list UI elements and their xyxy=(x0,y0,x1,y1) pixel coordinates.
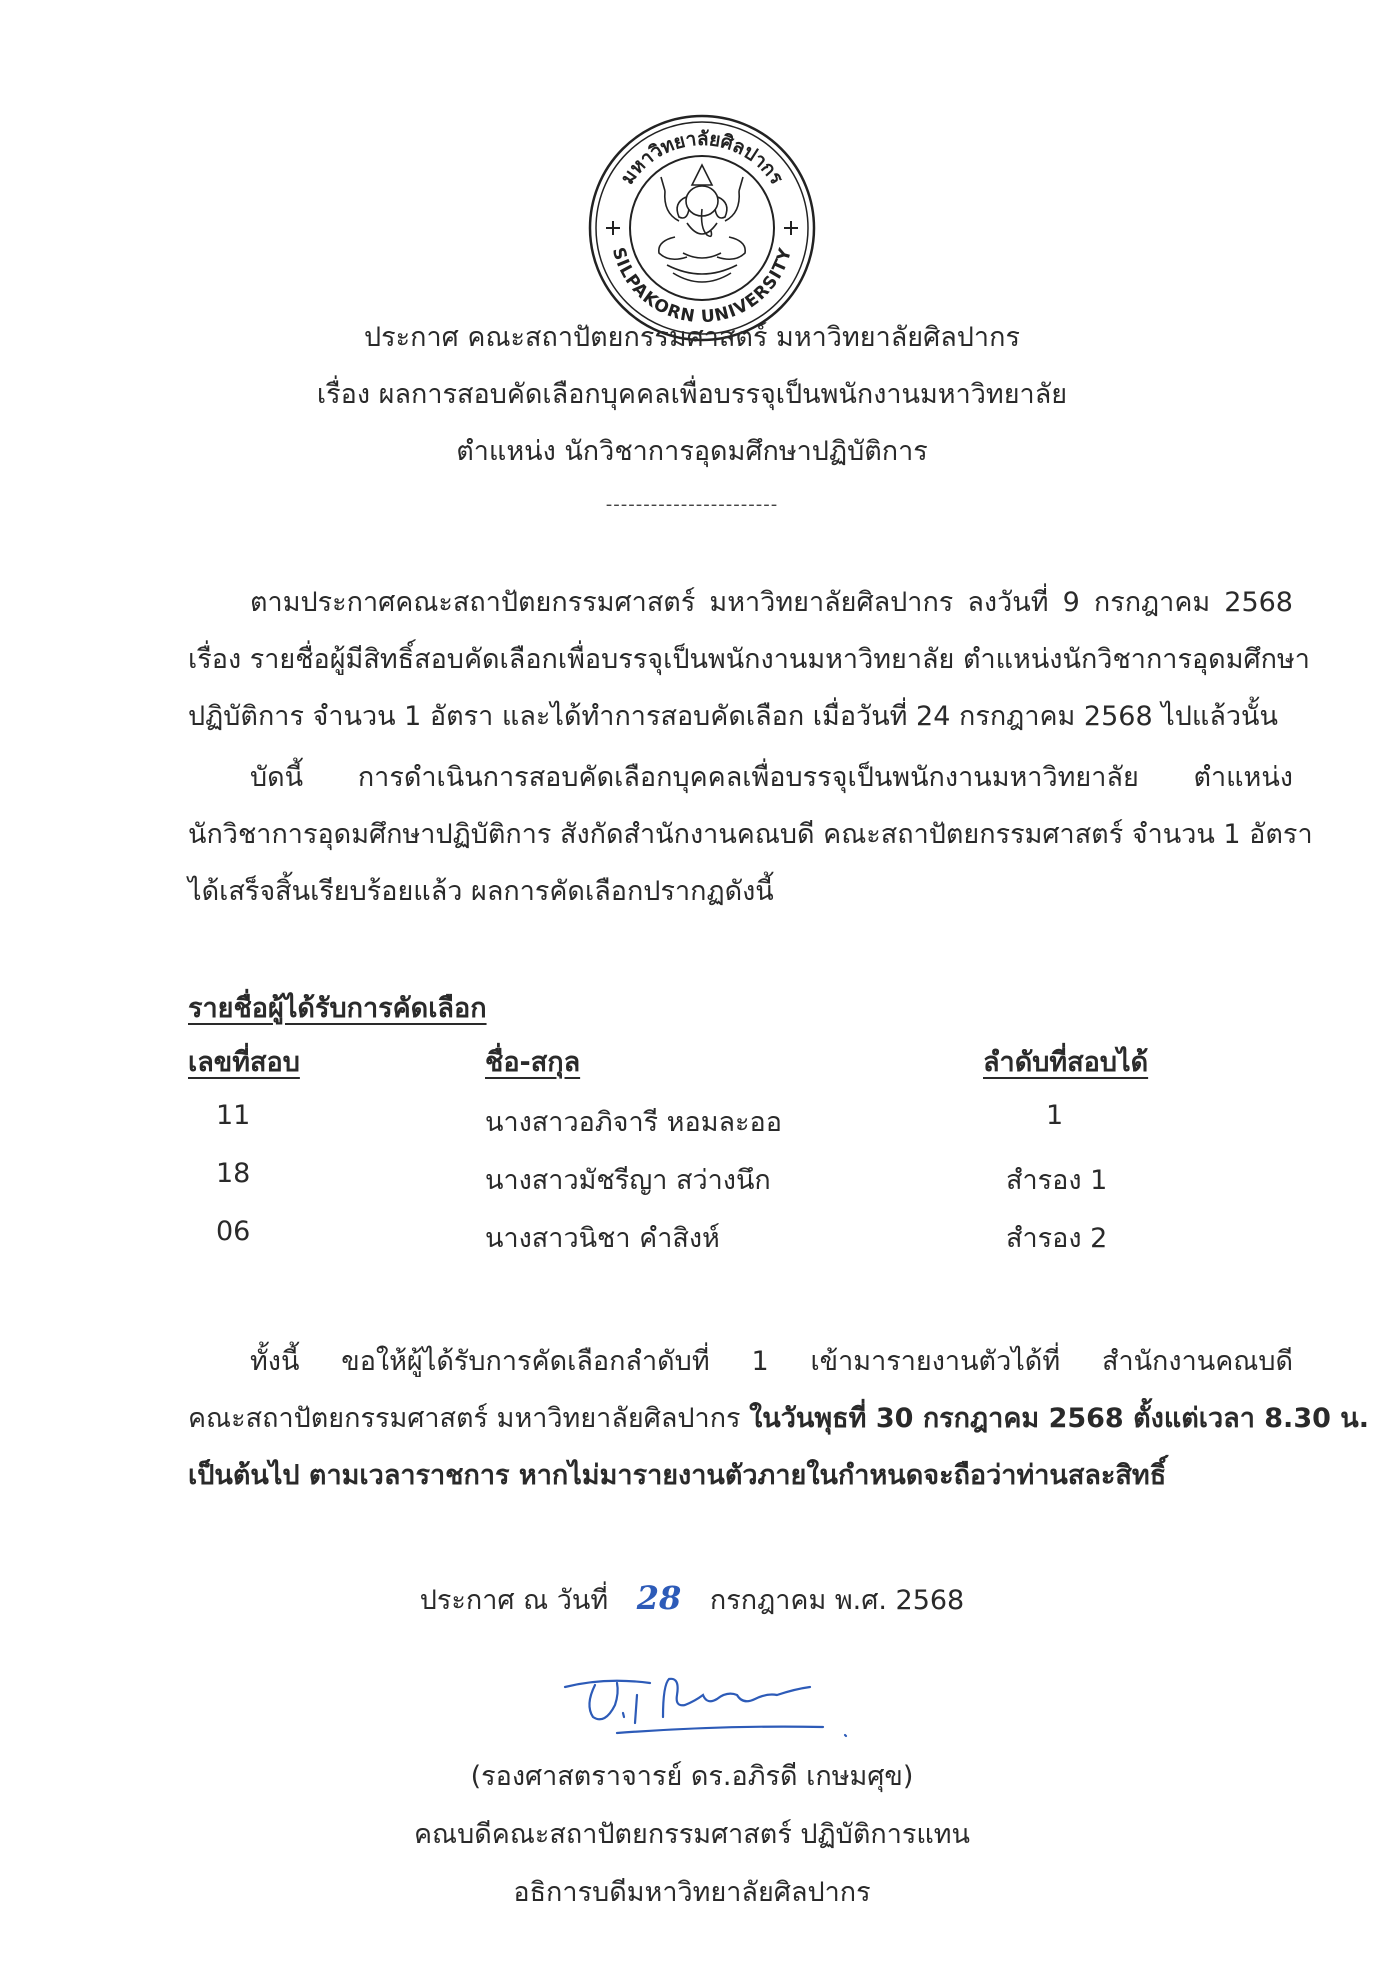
notice-deadline-warning: เป็นต้นไป ตามเวลาราชการ หากไม่มารายงานตัวภายในกำหนดจะถือว่าท่านสละสิทธิ์ xyxy=(188,1460,1167,1491)
candidate-rank: สำรอง 2 xyxy=(1006,1223,1108,1254)
handwritten-day: 28 xyxy=(636,1579,682,1617)
report-date-time: ในวันพุธที่ 30 กรกฎาคม 2568 ตั้งแต่เวลา 8.30 น. xyxy=(749,1403,1370,1434)
svg-text:SILPAKORN UNIVERSITY: SILPAKORN UNIVERSITY xyxy=(607,245,797,328)
paragraph-line: ตามประกาศคณะสถาปัตยกรรมศาสตร์ มหาวิทยาลัยศิลปากร ลงวันที่ 9 กรกฎาคม 2568 xyxy=(250,587,1293,618)
candidate-name: นางสาวอภิจารี หอมละออ xyxy=(485,1107,782,1138)
signatory-acting-for: อธิการบดีมหาวิทยาลัยศิลปากร xyxy=(513,1877,871,1908)
candidate-rank: สำรอง 1 xyxy=(1006,1165,1108,1196)
column-header-name: ชื่อ-สกุล xyxy=(485,1047,581,1078)
paragraph-line: เรื่อง รายชื่อผู้มีสิทธิ์สอบคัดเลือกเพื่อบรรจุเป็นพนักงานมหาวิทยาลัย ตำแหน่งนักวิชาการอุดมศึกษา xyxy=(188,644,1310,675)
body-paragraph-1 xyxy=(188,574,1310,745)
notice-line: ทั้งนี้ ขอให้ผู้ได้รับการคัดเลือกลำดับที่ 1 เข้ามารายงานตัวได้ที่ สำนักงานคณบดี xyxy=(250,1346,1293,1377)
table-row xyxy=(188,1158,1188,1208)
svg-text:มหาวิทยาลัยศิลปากร: มหาวิทยาลัยศิลปากร xyxy=(616,127,788,189)
candidate-name: นางสาวมัชรีญา สว่างนึก xyxy=(485,1165,771,1196)
signatory-name: (รองศาสตราจารย์ ดร.อภิรดี เกษมศุข) xyxy=(470,1761,914,1792)
candidate-name: นางสาวนิชา คำสิงห์ xyxy=(485,1223,720,1254)
exam-number: 18 xyxy=(216,1158,251,1189)
column-header-rank: ลำดับที่สอบได้ xyxy=(983,1047,1149,1078)
body-paragraph-2 xyxy=(188,749,1313,920)
reporting-notice xyxy=(188,1333,1370,1504)
silpakorn-university-seal-icon xyxy=(587,113,817,343)
paragraph-line: ปฏิบัติการ จำนวน 1 อัตรา และได้ทำการสอบคัดเลือก เมื่อวันที่ 24 กรกฎาคม 2568 ไปแล้วนั้น xyxy=(188,701,1278,732)
announcement-subject: เรื่อง ผลการสอบคัดเลือกบุคคลเพื่อบรรจุเป็นพนักงานมหาวิทยาลัย xyxy=(316,379,1068,410)
paragraph-line: ได้เสร็จสิ้นเรียบร้อยแล้ว ผลการคัดเลือกปรากฏดังนี้ xyxy=(188,876,774,907)
header-divider: ----------------------- xyxy=(605,494,779,515)
exam-number: 11 xyxy=(216,1100,251,1131)
paragraph-line: บัดนี้ การดำเนินการสอบคัดเลือกบุคคลเพื่อบรรจุเป็นพนักงานมหาวิทยาลัย ตำแหน่ง xyxy=(250,762,1293,793)
date-suffix: กรกฎาคม พ.ศ. 2568 xyxy=(709,1585,965,1616)
signature-icon xyxy=(545,1665,875,1740)
announcement-issuer: ประกาศ คณะสถาปัตยกรรมศาสตร์ มหาวิทยาลัยศิลปากร xyxy=(364,322,1020,353)
candidate-rank: 1 xyxy=(1046,1100,1064,1131)
paragraph-line: นักวิชาการอุดมศึกษาปฏิบัติการ สังกัดสำนักงานคณบดี คณะสถาปัตยกรรมศาสตร์ จำนวน 1 อัตรา xyxy=(188,819,1313,850)
column-header-exam-no: เลขที่สอบ xyxy=(188,1047,300,1078)
table-row xyxy=(188,1100,1188,1150)
signatory-title: คณบดีคณะสถาปัตยกรรมศาสตร์ ปฏิบัติการแทน xyxy=(413,1819,971,1850)
notice-line xyxy=(188,1390,1370,1447)
announcement-position: ตำแหน่ง นักวิชาการอุดมศึกษาปฏิบัติการ xyxy=(456,436,928,467)
notice-text: คณะสถาปัตยกรรมศาสตร์ มหาวิทยาลัยศิลปากร xyxy=(188,1403,750,1434)
table-row xyxy=(188,1216,1188,1266)
exam-number: 06 xyxy=(216,1216,251,1247)
results-heading: รายชื่อผู้ได้รับการคัดเลือก xyxy=(188,993,487,1024)
announcement-date xyxy=(0,1578,1384,1621)
date-prefix: ประกาศ ณ วันที่ xyxy=(419,1585,609,1616)
